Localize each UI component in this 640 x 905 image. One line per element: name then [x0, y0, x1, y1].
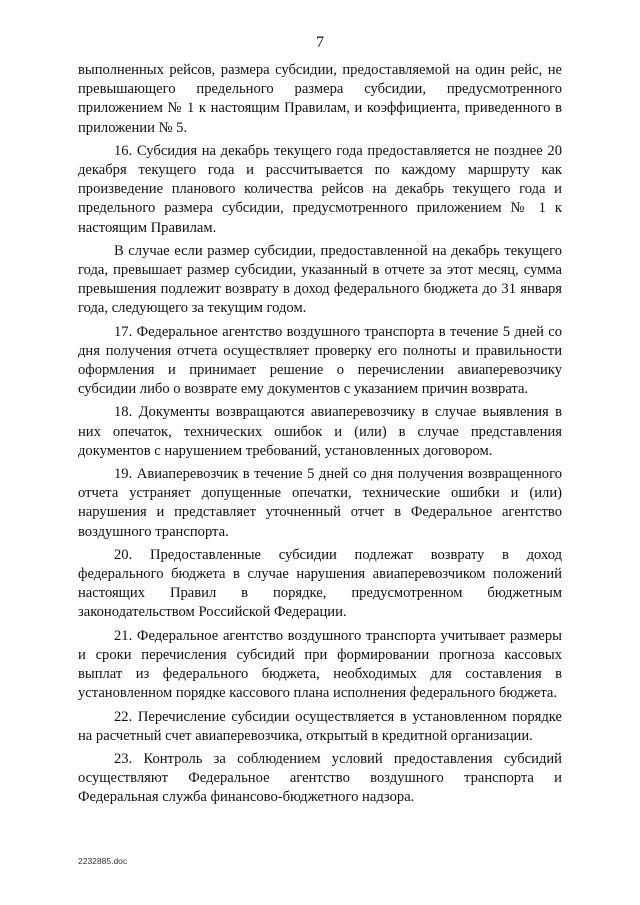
paragraph-continuation: выполненных рейсов, размера субсидии, предоставляемой на один рейс, не превышающего предельного размера субсидии, предусмотренного приложением № 1 к настоящим Правилам, и коэффициента, приведенного в приложении № 5.	[78, 62, 562, 136]
paragraph-21: 21. Федеральное агентство воздушного транспорта учитывает размеры и сроки перечисления субсидий при формировании прогноза кассовых выплат из федерального бюджета, необходимых для составления в установленном порядке кассового плана исполнения федерального бюджета.	[78, 627, 562, 702]
paragraph-18: 18. Документы возвращаются авиаперевозчику в случае выявления в них опечаток, технических ошибок и (или) в случае представления документов с нарушением требований, установленных договором.	[78, 404, 562, 459]
paragraph-19: 19. Авиаперевозчик в течение 5 дней со дня получения возвращенного отчета устраняет допущенные опечатки, технические ошибки и (или) нарушения и представляет уточненный отчет в Федеральное агентство воздушного транспорта.	[78, 466, 562, 540]
page-number: 7	[316, 34, 324, 51]
footer-filename: 2232885.doc	[78, 856, 128, 866]
document-body	[78, 61, 562, 812]
paragraph-17: 17. Федеральное агентство воздушного транспорта в течение 5 дней со дня получения отчета осуществляет проверку его полноты и правильности оформления и принимает решение о перечислении авиаперевозчику субсидии либо о возврате ему документов с указанием причин возврата.	[78, 323, 562, 398]
paragraph-20: 20. Предоставленные субсидии подлежат возврату в доход федерального бюджета в случае нарушения авиаперевозчиком положений настоящих Правил в порядке, предусмотренном бюджетным законодательством Российской Федерации.	[78, 546, 562, 621]
paragraph-16: 16. Субсидия на декабрь текущего года предоставляется не позднее 20 декабря текущего года и рассчитывается по каждому маршруту как произведение планового количества рейсов на декабрь текущего года и предельного размера субсидии, предусмотренного приложением № 1 к настоящим Правилам.	[78, 142, 562, 236]
paragraph-23: 23. Контроль за соблюдением условий предоставления субсидий осуществляют Федеральное агентство воздушного транспорта и Федеральная служба финансово-бюджетного надзора.	[78, 750, 562, 806]
paragraph-22: 22. Перечисление субсидии осуществляется в установленном порядке на расчетный счет авиаперевозчика, открытый в кредитной организации.	[78, 708, 562, 744]
paragraph-16-excess: В случае если размер субсидии, предоставленной на декабрь текущего года, превышает размер субсидии, указанный в отчете за этот месяц, сумма превышения подлежит возврату в доход федерального бюджета до 31 января года, следующего за текущим годом.	[78, 242, 562, 317]
